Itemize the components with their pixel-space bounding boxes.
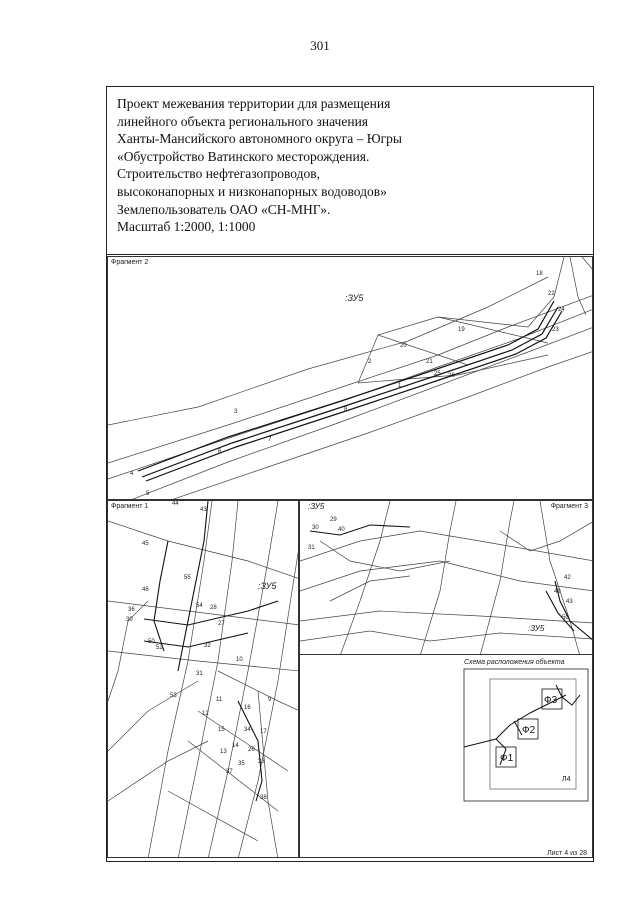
fragment-1-label: Фрагмент 1: [111, 503, 149, 510]
svg-text:14: 14: [232, 743, 239, 749]
svg-text:31: 31: [308, 545, 315, 551]
svg-text:50: 50: [562, 615, 569, 621]
svg-text:34: 34: [244, 727, 251, 733]
svg-text:46: 46: [142, 587, 149, 593]
svg-text:40: 40: [338, 527, 345, 533]
zone-label: :ЗУ5: [258, 581, 277, 591]
svg-text:37: 37: [226, 769, 233, 775]
svg-text:36: 36: [128, 607, 135, 613]
svg-text:26: 26: [448, 373, 455, 379]
svg-text:31: 31: [196, 671, 203, 677]
svg-text:28: 28: [210, 605, 217, 611]
svg-text:6: 6: [218, 449, 222, 455]
svg-text:9: 9: [268, 697, 272, 703]
svg-text:35: 35: [238, 761, 245, 767]
scheme-f1-label: Ф1: [500, 753, 514, 764]
scheme-f3-label: Ф3: [544, 695, 558, 706]
svg-text:3: 3: [234, 409, 238, 415]
plan-sheet: [106, 86, 594, 862]
svg-text:44: 44: [172, 501, 179, 507]
svg-text:54: 54: [196, 603, 203, 609]
svg-text:23: 23: [552, 327, 559, 333]
svg-text:32: 32: [204, 643, 211, 649]
fragment-3-drawing: [300, 501, 593, 655]
svg-text:21: 21: [426, 359, 433, 365]
fragment-3-map: [299, 500, 593, 655]
title-line: Землепользователь ОАО «СН-МНГ».: [117, 201, 331, 217]
fragment-2-point-numbers: [130, 271, 565, 497]
location-scheme-drawing: [300, 655, 593, 858]
svg-text:50: 50: [148, 639, 155, 645]
svg-text:16: 16: [244, 705, 251, 711]
location-scheme-area: [299, 655, 593, 858]
svg-text:55: 55: [184, 575, 191, 581]
title-block: [117, 95, 577, 236]
svg-text:27: 27: [218, 621, 225, 627]
title-line: высоконапорных и низконапорных водоводов»: [117, 183, 387, 199]
svg-text:22: 22: [548, 291, 555, 297]
svg-text:5: 5: [146, 491, 150, 497]
fragment-2-label: Фрагмент 2: [111, 259, 149, 266]
fragment-3-label: Фрагмент 3: [550, 503, 588, 510]
sheet-footer: Лист 4 из 28: [547, 850, 587, 857]
svg-text:12: 12: [202, 711, 209, 717]
title-line: «Обустройство Ватинского месторождения.: [117, 148, 370, 164]
svg-text:4: 4: [130, 471, 134, 477]
zone-label: :ЗУ5: [345, 293, 364, 303]
svg-text:20: 20: [400, 343, 407, 349]
svg-text:7: 7: [268, 437, 272, 443]
svg-text:11: 11: [216, 697, 223, 703]
svg-text:18: 18: [536, 271, 543, 277]
fragment-2-map: [107, 256, 593, 500]
svg-text:13: 13: [220, 749, 227, 755]
fragment-2-drawing: [108, 257, 593, 500]
svg-text:38: 38: [260, 795, 267, 801]
svg-text:29: 29: [330, 517, 337, 523]
svg-text:52: 52: [156, 645, 163, 651]
scale-line: Масштаб 1:2000, 1:1000: [117, 219, 256, 235]
svg-text:43: 43: [200, 507, 207, 513]
svg-text:10: 10: [236, 657, 243, 663]
title-divider: [107, 254, 593, 255]
zone-label-bottom: :ЗУ5: [528, 624, 545, 633]
svg-text:17: 17: [260, 729, 267, 735]
fragment-1-drawing: [108, 501, 299, 858]
scheme-title: Схема расположения объекта: [464, 659, 565, 666]
scheme-f2-label: Ф2: [522, 725, 536, 736]
fragment-1-map: [107, 500, 299, 858]
title-line: Ханты-Мансийского автономного округа – Югры: [117, 131, 402, 147]
svg-text:25: 25: [434, 371, 441, 377]
svg-text:49: 49: [554, 589, 561, 595]
svg-text:1: 1: [398, 383, 402, 389]
svg-text:19: 19: [458, 327, 465, 333]
svg-text:2: 2: [368, 359, 372, 365]
title-line: Строительство нефтегазопроводов,: [117, 166, 320, 182]
title-line: Проект межевания территории для размещения: [117, 96, 391, 111]
svg-text:33: 33: [258, 759, 265, 765]
page-number: 301: [310, 38, 330, 53]
svg-text:30: 30: [126, 617, 133, 623]
svg-text:45: 45: [142, 541, 149, 547]
svg-text:53: 53: [170, 693, 177, 699]
svg-text:43: 43: [566, 599, 573, 605]
svg-text:15: 15: [218, 727, 225, 733]
svg-text:24: 24: [558, 307, 565, 313]
svg-text:26: 26: [248, 747, 255, 753]
title-line: линейного объекта регионального значения: [117, 113, 369, 129]
zone-label-top: :ЗУ5: [308, 502, 325, 511]
scheme-sheet-code: Л4: [562, 776, 571, 783]
svg-text:42: 42: [564, 575, 571, 581]
svg-text:30: 30: [312, 525, 319, 531]
svg-text:8: 8: [344, 407, 348, 413]
